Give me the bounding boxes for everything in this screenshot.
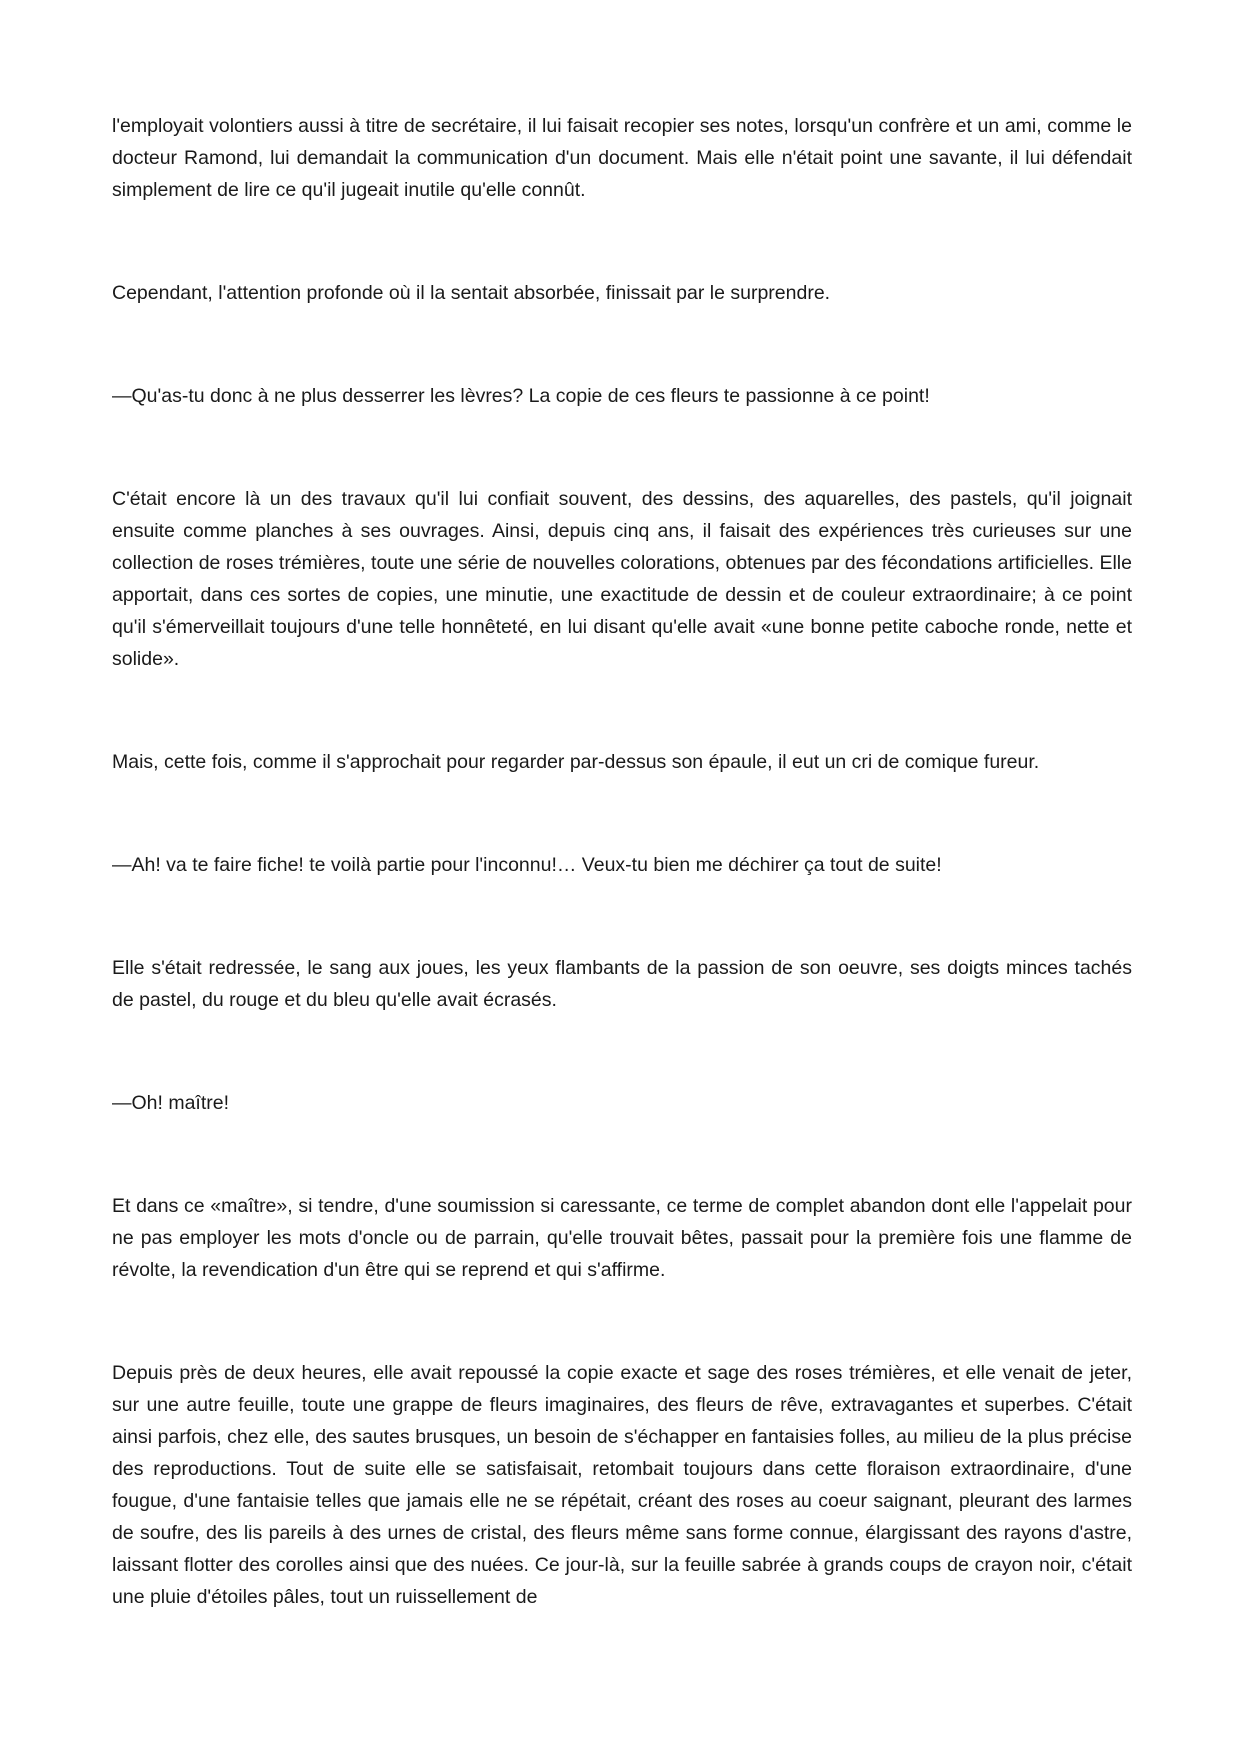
paragraph: Cependant, l'attention profonde où il la sentait absorbée, finissait par le surprendre. [112, 282, 831, 304]
dialogue-paragraph: —Oh! maître! [112, 1092, 230, 1114]
dialogue-paragraph: —Ah! va te faire fiche! te voilà partie pour l'inconnu!… Veux-tu bien me déchirer ça tout de suite! [112, 854, 942, 876]
paragraph: Mais, cette fois, comme il s'approchait pour regarder par-dessus son épaule, il eut un cri de comique fureur. [112, 751, 1040, 773]
paragraph: l'employait volontiers aussi à titre de secrétaire, il lui faisait recopier ses notes, lorsqu'un confrère et un ami, comme le docteur Ramond, lui demandait la communication d'un document. Mais elle n'était point une savante, il lui défendait simplement de lire ce qu'il jugeait inutile qu'elle connût. [112, 115, 1132, 201]
paragraph: C'était encore là un des travaux qu'il lui confiait souvent, des dessins, des aquarelles, des pastels, qu'il joignait ensuite comme planches à ses ouvrages. Ainsi, depuis cinq ans, il faisait des expériences très curieuses sur une collection de roses trémières, toute une série de nouvelles colorations, obtenues par des fécondations artificielles. Elle apportait, dans ces sortes de copies, une minutie, une exactitude de dessin et de couleur extraordinaire; à ce point qu'il s'émerveillait toujours d'une telle honnêteté, en lui disant qu'elle avait «une bonne petite caboche ronde, nette et solide». [112, 488, 1132, 670]
paragraph: Et dans ce «maître», si tendre, d'une soumission si caressante, ce terme de complet abandon dont elle l'appelait pour ne pas employer les mots d'oncle ou de parrain, qu'elle trouvait bêtes, passait pour la première fois une flamme de révolte, la revendication d'un être qui se reprend et qui s'affirme. [112, 1195, 1132, 1281]
body-text [112, 110, 1132, 1613]
dialogue-paragraph: —Qu'as-tu donc à ne plus desserrer les lèvres? La copie de ces fleurs te passionne à ce point! [112, 385, 930, 407]
paragraph: Depuis près de deux heures, elle avait repoussé la copie exacte et sage des roses trémières, et elle venait de jeter, sur une autre feuille, toute une grappe de fleurs imaginaires, des fleurs de rêve, extravagantes et superbes. C'était ainsi parfois, chez elle, des sautes brusques, un besoin de s'échapper en fantaisies folles, au milieu de la plus précise des reproductions. Tout de suite elle se satisfaisait, retombait toujours dans cette floraison extraordinaire, d'une fougue, d'une fantaisie telles que jamais elle ne se répétait, créant des roses au coeur saignant, pleurant des larmes de soufre, des lis pareils à des urnes de cristal, des fleurs même sans forme connue, élargissant des rayons d'astre, laissant flotter des corolles ainsi que des nuées. Ce jour-là, sur la feuille sabrée à grands coups de crayon noir, c'était une pluie d'étoiles pâles, tout un ruissellement de [112, 1362, 1132, 1608]
paragraph: Elle s'était redressée, le sang aux joues, les yeux flambants de la passion de son oeuvre, ses doigts minces tachés de pastel, du rouge et du bleu qu'elle avait écrasés. [112, 957, 1132, 1011]
